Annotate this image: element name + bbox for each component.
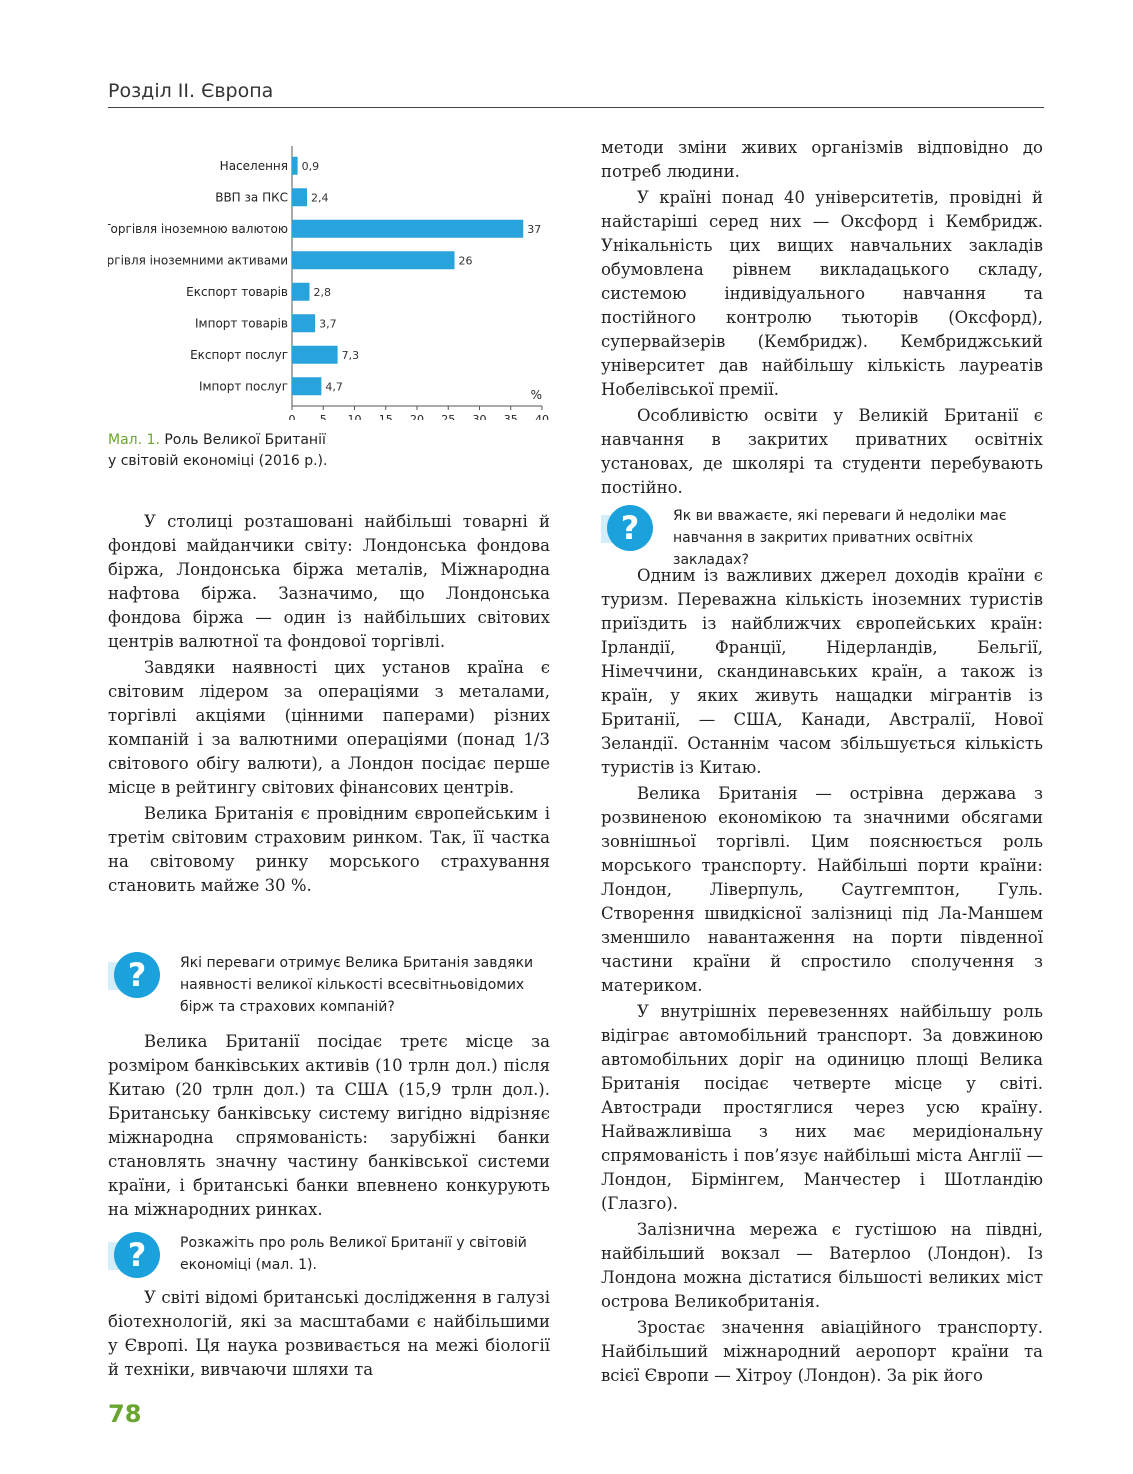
data-label: 26 — [458, 254, 473, 268]
caption-label: Мал. 1. — [108, 432, 160, 448]
category-label: ВВП за ПКС — [215, 190, 288, 205]
right-text-block-2 — [601, 564, 1043, 1390]
right-text-block-1 — [601, 136, 1043, 502]
data-label: 4,7 — [325, 380, 343, 394]
paragraph: У внутрішніх перевезеннях найбільшу роль відіграє автомобільний транспорт. За довжиною автомобільних доріг на одиницю площі Велика Британія посідає четверте місце у світі. Автостради простяглися через усю країну. Найважливіша з них має меридіональну спрямованість і пов’язує найбільші міста Англії — Лондон, Бірмінгем, Манчестер і Шотландію (Глазго). — [601, 1002, 1043, 1213]
section-title: Розділ ІІ. Європа — [108, 80, 274, 102]
header-divider — [108, 107, 1044, 108]
paragraph: Велика Британії посідає третє місце за розміром банківських активів (10 трлн дол.) після Китаю (20 трлн дол.) та США (15,9 трлн дол.). Британську банківську систему вигідно відрізняє міжнародна спрямованість: зарубіжні банки становлять значну частину банківської системи країни, і британські банки впевнено конкурують на міжнародних ринках. — [108, 1032, 550, 1219]
x-tick-label: 15 — [378, 413, 393, 420]
paragraph: Зростає значення авіаційного транспорту. Найбільший міжнародний аеропорт країни та всієї Європи — Хітроу (Лондон). За рік його — [601, 1318, 1043, 1385]
question-icon — [108, 952, 168, 998]
x-tick-label: 0 — [288, 413, 296, 420]
x-tick-label: 30 — [472, 413, 487, 420]
paragraph: Особливістю освіти у Великій Британії є навчання в закритих приватних освітніх установах, де школярі та студенти перебувають постійно. — [601, 406, 1043, 497]
left-text-block-3 — [108, 1286, 550, 1384]
question-box — [601, 505, 1043, 571]
paragraph: Завдяки наявності цих установ країна є світовим лідером за операціями з металами, торгівлі акціями (цінними паперами) різних компаній і за валютними операціями (понад 1/3 світового обігу валюти), а Лондон посідає перше місце в рейтингу світових фінансових центрів. — [108, 658, 550, 797]
caption-line-1: Роль Великої Британії — [164, 432, 326, 448]
paragraph: методи зміни живих організмів відповідно до потреб людини. — [601, 138, 1043, 181]
category-label: Імпорт послуг — [198, 379, 288, 394]
paragraph: У світі відомі британські дослідження в галузі біотехнологій, які за масштабами є найбільшими у Європі. Ця наука розвивається на межі біології й техніки, вивчаючи шляхи та — [108, 1288, 550, 1379]
chart-bar — [292, 314, 315, 332]
page-number: 78 — [108, 1400, 142, 1428]
category-label: Експорт товарів — [186, 284, 288, 299]
paragraph: У столиці розташовані найбільші товарні й фондові майданчики світу: Лондонська фондова біржа, Лондонська біржа металів, Міжнародна нафтова біржа. Зазначимо, що Лондонська фондова біржа — один із найбільших світових центрів валютної та фондової торгівлі. — [108, 512, 550, 651]
figure-caption — [108, 430, 408, 472]
data-label: 2,8 — [313, 285, 331, 299]
x-tick-label: 5 — [319, 413, 327, 420]
left-text-block-2 — [108, 1030, 550, 1224]
question-text: Які переваги отримує Велика Британія завдяки наявності великої кількості всесвітньовідомих бірж та страхових компаній? — [180, 955, 534, 1015]
data-label: 3,7 — [319, 317, 337, 331]
bar-chart-svg — [108, 140, 568, 420]
x-tick-label: 25 — [441, 413, 456, 420]
data-label: 7,3 — [341, 348, 360, 362]
paragraph: Одним із важливих джерел доходів країни є туризм. Переважна кількість іноземних туристів приїздить із найближчих європейських країн: Ірландії, Франції, Нідерландів, Бельгії, Німеччини, скандинавських країн, а також із країн, у яких живуть нащадки мігрантів із Британії, — США, Канади, Австралії, Нової Зеландії. Останнім часом збільшується кількість туристів із Китаю. — [601, 566, 1043, 777]
chart-bar — [292, 251, 455, 269]
paragraph: Велика Британія — острівна держава з розвиненою економікою та значними обсягами зовнішньої торгівлі. Цим пояснюється роль морського транспорту. Найбільші порти країни: Лондон, Ліверпуль, Саутгемптон, Гуль. Створення швидкісної залізниці під Ла-Маншем зменшило навантаження на порти південної частини країни й спростило сполучення з материком. — [601, 784, 1043, 995]
question-text: Розкажіть про роль Великої Британії у світовій економіці (мал. 1). — [180, 1235, 527, 1273]
category-label: Експорт послуг — [190, 347, 288, 362]
bar-chart — [108, 140, 568, 420]
category-label: Торгівля іноземною валютою — [108, 221, 288, 236]
paragraph: Велика Британія є провідним європейським і третім світовим страховим ринком. Так, її частка на світовому ринку морського страхування становить майже 30 %. — [108, 804, 550, 895]
chart-bar — [292, 377, 321, 395]
data-label: 0,9 — [301, 159, 320, 173]
paragraph: У країні понад 40 університетів, провідні й найстаріші серед них — Оксфорд і Кембридж. Унікальність цих вищих навчальних закладів обумовлена рівнем викладацького складу, системою індивідуального навчання та постійного контролю тьюторів (Оксфорд), супервайзерів (Кембридж). Кембриджський університет дав найбільшу кількість лауреатів Нобелівської премії. — [601, 188, 1043, 399]
x-tick-label: 20 — [410, 413, 424, 420]
category-label: Населення — [219, 158, 288, 173]
x-tick-label: 40 — [535, 413, 549, 420]
question-icon — [601, 505, 661, 551]
paragraph: Залізнична мережа є густішою на півдні, найбільший вокзал — Ватерлоо (Лондон). Із Лондона можна дістатися більшості великих міст острова Великобританія. — [601, 1220, 1043, 1311]
x-tick-label: 10 — [347, 413, 362, 420]
question-icon-glyph: ? — [114, 1232, 160, 1278]
chart-bar — [292, 346, 338, 364]
chart-bar — [292, 283, 310, 301]
x-tick-label: 35 — [503, 413, 518, 420]
data-label: 2,4 — [311, 191, 329, 205]
data-label: 37 — [527, 222, 542, 236]
question-box — [108, 952, 550, 1018]
question-icon — [108, 1232, 168, 1278]
chart-bar — [292, 220, 523, 238]
category-label: Імпорт товарів — [195, 316, 288, 331]
chart-bar — [292, 157, 298, 175]
question-text: Як ви вважаєте, які переваги й недоліки має навчання в закритих приватних освітніх закладах? — [673, 508, 1007, 568]
question-box — [108, 1232, 550, 1278]
caption-line-2: у світовій економіці (2016 р.). — [108, 453, 328, 469]
chart-bar — [292, 188, 307, 206]
left-text-block-1 — [108, 510, 550, 900]
unit-label: % — [530, 388, 542, 402]
question-icon-glyph: ? — [607, 505, 653, 551]
question-icon-glyph: ? — [114, 952, 160, 998]
category-label: Торгівля іноземними активами — [108, 253, 288, 268]
